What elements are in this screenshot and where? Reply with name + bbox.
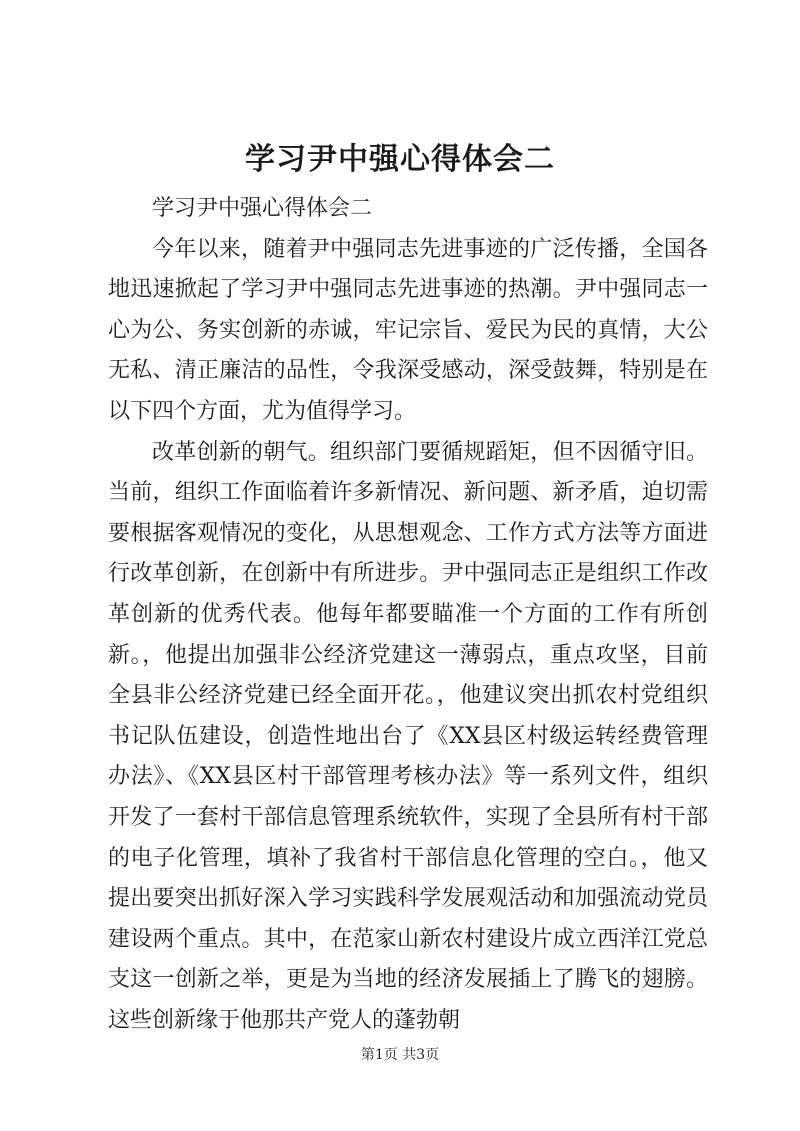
document-title: 学习尹中强心得体会二	[245, 142, 555, 177]
subtitle-paragraph: 学习尹中强心得体会二	[152, 196, 373, 221]
document-body	[108, 189, 708, 1041]
page-number-footer: 第1页 共3页	[360, 1047, 440, 1063]
reform-innovation-paragraph: 改革创新的朝气。组织部门要循规蹈矩，但不因循守旧。当前，组织工作面临着许多新情况、新问题、新矛盾，迫切需要根据客观情况的变化，从思想观念、工作方式方法等方面进行改革创新，在创新中有所进步。尹中强同志正是组织工作改革创新的优秀代表。他每年都要瞄准一个方面的工作有所创新。，他提出加强非公经济党建这一薄弱点，重点攻坚，目前全县非公经济党建已经全面开花。，他建议突出抓农村党组织书记队伍建设，创造性地出台了《XX县区村级运转经费管理办法》、《XX县区村干部管理考核办法》等一系列文件，组织开发了一套村干部信息管理系统软件，实现了全县所有村干部的电子化管理，填补了我省村干部信息化管理的空白。，他又提出要突出抓好深入学习实践科学发展观活动和加强流动党员建设两个重点。其中，在范家山新农村建设片成立西洋江党总支这一创新之举，更是为当地的经济发展插上了腾飞的翅膀。这些创新缘于他那共产党人的蓬勃朝	[108, 439, 708, 1033]
intro-paragraph: 今年以来，随着尹中强同志先进事迹的广泛传播，全国各地迅速掀起了学习尹中强同志先进事迹的热潮。尹中强同志一心为公、务实创新的赤诚，牢记宗旨、爱民为民的真情，大公无私、清正廉洁的品性，令我深受感动，深受鼓舞，特别是在以下四个方面，尤为值得学习。	[108, 236, 708, 424]
